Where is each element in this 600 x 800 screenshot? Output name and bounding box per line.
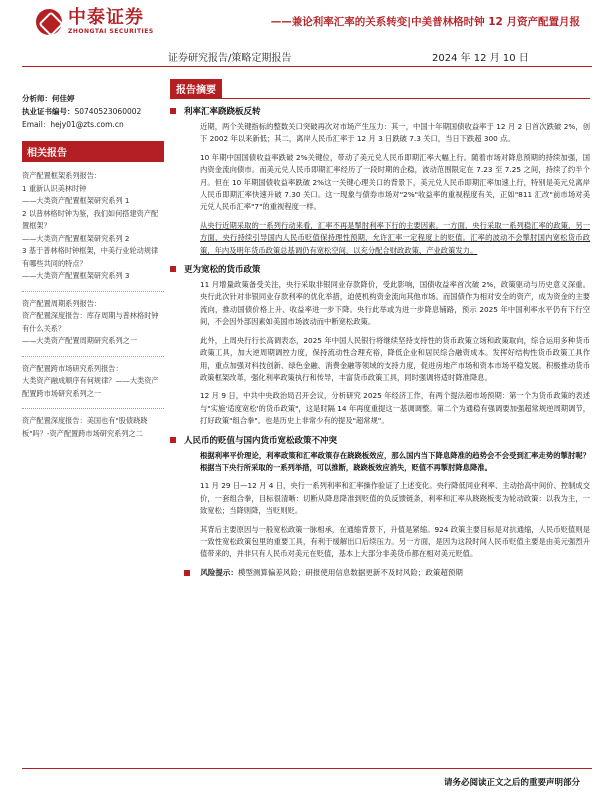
header-divider xyxy=(22,66,592,67)
report-title: ——兼论利率汇率的关系转变|中美普林格时钟 12 月资产配置月报 xyxy=(270,16,580,28)
section-bullet-icon xyxy=(170,266,176,272)
paragraph: 从央行近期采取的一系列行动来看，汇率不再是掣肘利率下行的主要因素。一方面，央行采取一系列稳汇率的政策，另一方面，央行持续引导国内人民币贬值保持理性预期，允许汇率一定程度上的贬值。汇率的波动不会掣肘国内宽松货币政策，年内及明年货币政策总基调仍有宽松空间，以充分配合财政政策、产业政策发力。 xyxy=(200,220,590,255)
sidebar-divider xyxy=(22,408,164,409)
paragraph: 10 年期中国国债收益率跌破 2%关键位，带动了美元兑人民币即期汇率大幅上行。随着市场对降息预期的持续加强，国内资金流向债市。而美元兑人民币即期汇率经历了一段时期的企稳，波动范围限定在 7.23 至 7.25 之间，持续了约半个月。但在 10 年期国债收益率跌破 2%这一关键心理关口的背景下，美元兑人民币即期汇率加速上行，特别是美元兑离岸人民币即期汇率快速升破 7.30 关口。这一现象与债券市场对"2%"收益率的重视程度有关，正如"811 汇改"前市场对美元兑人民币汇率"7"的重视程度一样。 xyxy=(200,152,590,212)
sidebar-divider xyxy=(22,291,164,292)
analyst-cert: 执业证书编号：S0740523060002 xyxy=(22,107,142,116)
summary-tag: 报告摘要 xyxy=(170,79,222,98)
summary-divider xyxy=(170,98,590,99)
page-header xyxy=(0,0,600,90)
report-date: 2024 年 12 月 10 日 xyxy=(432,53,529,64)
related-reports-title: 相关报告 xyxy=(22,141,164,162)
paragraph: 近期，两个关键指标的整数关口突破再次对市场产生压力：其一，中国十年期国债收益率于 12 月 2 日首次跌破 2%，创下 2002 年以来新低；其二，离岸人民币汇率于 12 月 3 日跌破 7.3 关口，当日下跌超 300 点。 xyxy=(200,122,590,144)
paragraph: 11 月增量政策备受关注，央行采取非银同业存款降价，受此影响，国债收益率首次破 2%，政策驱动与历史意义深重。央行此次针对非银同业存款利率的优化举措，迫使机构资金流向其他市场。而国债作为相对安全的资产，成为资金的主要流向，推动国债价格上升、收益率进一步下降。央行此举或为进一步降息铺路，预示 2025 年中国利率水平仍有下行空间，不会因外部因素如美国市场波动而中断宽松政策。 xyxy=(200,280,590,327)
related-item[interactable]: 资产配置跨市场研究系列报告： 大类资产融成顺序有何规律？——大类资产配置跨市场研究系列之一 xyxy=(22,363,159,398)
related-reports-list xyxy=(22,170,164,440)
sidebar-divider xyxy=(22,356,164,357)
report-type: 证券研究报告/策略定期报告 xyxy=(168,53,292,64)
related-item[interactable]: 资产配置深度报告：美国也有"股债跷跷板"吗？-资产配置跨市场研究系列之二 xyxy=(22,416,148,438)
paragraph: 此外，上周央行行长高调表态，2025 年中国人民银行将继续坚持支持性的货币政策立场和政策取向，综合运用多种货币政策工具，加大逆周期调控力度，保持流动性合理充裕，降低企业和居民综合融资成本。发挥好结构性货币政策工具作用，重点加强对科技创新、绿色金融、消费金融等领域的支持力度，促进房地产市场和资本市场平稳发展。积极推动货币政策框架改革，强化利率政策执行和传导，丰富货币政策工具，同时强调将适时降准降息。 xyxy=(200,335,590,382)
brand-name-cn: 中泰证券 xyxy=(68,7,144,28)
paragraph: 12 月 9 日，中共中央政治局召开会议，分析研究 2025 年经济工作，有两个提法超市场预期：第一个为货币政策的表述与"实施'适度宽松'的货币政策"，这是时隔 14 年再度重提这一基调调整。第二个为通稳有强调要加强超常规逆周期调节，打好政策"组合拳"。也是历史上非常少有的提及"超常规"。 xyxy=(200,391,590,426)
related-item[interactable]: 资产配置框架系列报告： 1 重新认识美林时钟 ——大类资产配置框架研究系列 1 2 以普林格时钟为鉴，我们如何搭建资产配置框架？ ——大类资产配置框架研究系列 2 3 基于普林格时钟框架，中美行业轮动规律有哪些共同的特点？ ——大类资产配置框架研究系列 3 xyxy=(22,171,159,280)
section-bullet-icon xyxy=(170,108,176,114)
brand-logo-icon xyxy=(36,9,62,35)
main-content xyxy=(170,78,590,579)
paragraph: 11 月 29 日—12 月 4 日，央行一系列利率和汇率操作验证了上述变化。央行降低同业利率、主动抬高中间价、控制成交价，一套组合拳，目标很清晰：切断从降息降准到贬值的负反馈链条，利率和汇率从跷跷板变为轮动政策：以我为主，一致宽松；当降则降，当贬则贬。 xyxy=(200,481,590,516)
risk-label: 风险提示： xyxy=(200,567,238,577)
risk-bullet-icon xyxy=(184,570,190,576)
analyst-email: Email：hejy01@zts.com.cn xyxy=(22,120,124,129)
sidebar xyxy=(22,92,164,448)
related-item[interactable]: 资产配置周期系列报告： 资产配置深度报告：库存周期与普林格时钟有什么关系？ ——大类资产配置周期研究系列之一 xyxy=(22,298,159,345)
section-heading: 利率汇率跷跷板反转 xyxy=(170,105,590,117)
footer-divider xyxy=(22,768,592,769)
paragraph: 其背后主要原因与一般宽松政策一脉相承，在通缩背景下，升值是紧缩。924 政策主要目标是对抗通缩，人民币贬值则是一致性宽松政策包里的重要工具，有利于缓解出口后续压力。另一方面，是因为这段时间人民币贬值主要是由美元强烈升值带来的，并非只有人民币对美元在贬值，基本上大部分非美货币都在相对美元贬值。 xyxy=(200,524,590,559)
email-link[interactable]: hejy01@zts.com.cn xyxy=(50,120,124,129)
paragraph: 根据利率平价理论，利率政策和汇率政策存在跷跷板效应，那么国内当下降息降准的趋势会不会受到汇率走势的掣肘呢？根据当下央行所采取的一系列举措，可以推断，跷跷板效应消失，贬值不再掣肘降息降准。 xyxy=(200,450,590,472)
section-bullet-icon xyxy=(170,437,176,443)
analyst-name: 分析师：何佳婷 xyxy=(22,94,75,103)
risk-text: 模型测算偏差风险；研报使用信息数据更新不及时风险；政策超预期 xyxy=(237,567,463,577)
section-heading: 更为宽松的货币政策 xyxy=(170,263,590,275)
brand-logo xyxy=(36,8,154,35)
brand-name-en: ZHONGTAI SECURITIES xyxy=(68,28,154,35)
footer-disclaimer: 请务必阅读正文之后的重要声明部分 xyxy=(443,778,580,788)
section-heading: 人民币的贬值与国内货币宽松政策不冲突 xyxy=(170,434,590,446)
risk-warning xyxy=(170,567,590,579)
